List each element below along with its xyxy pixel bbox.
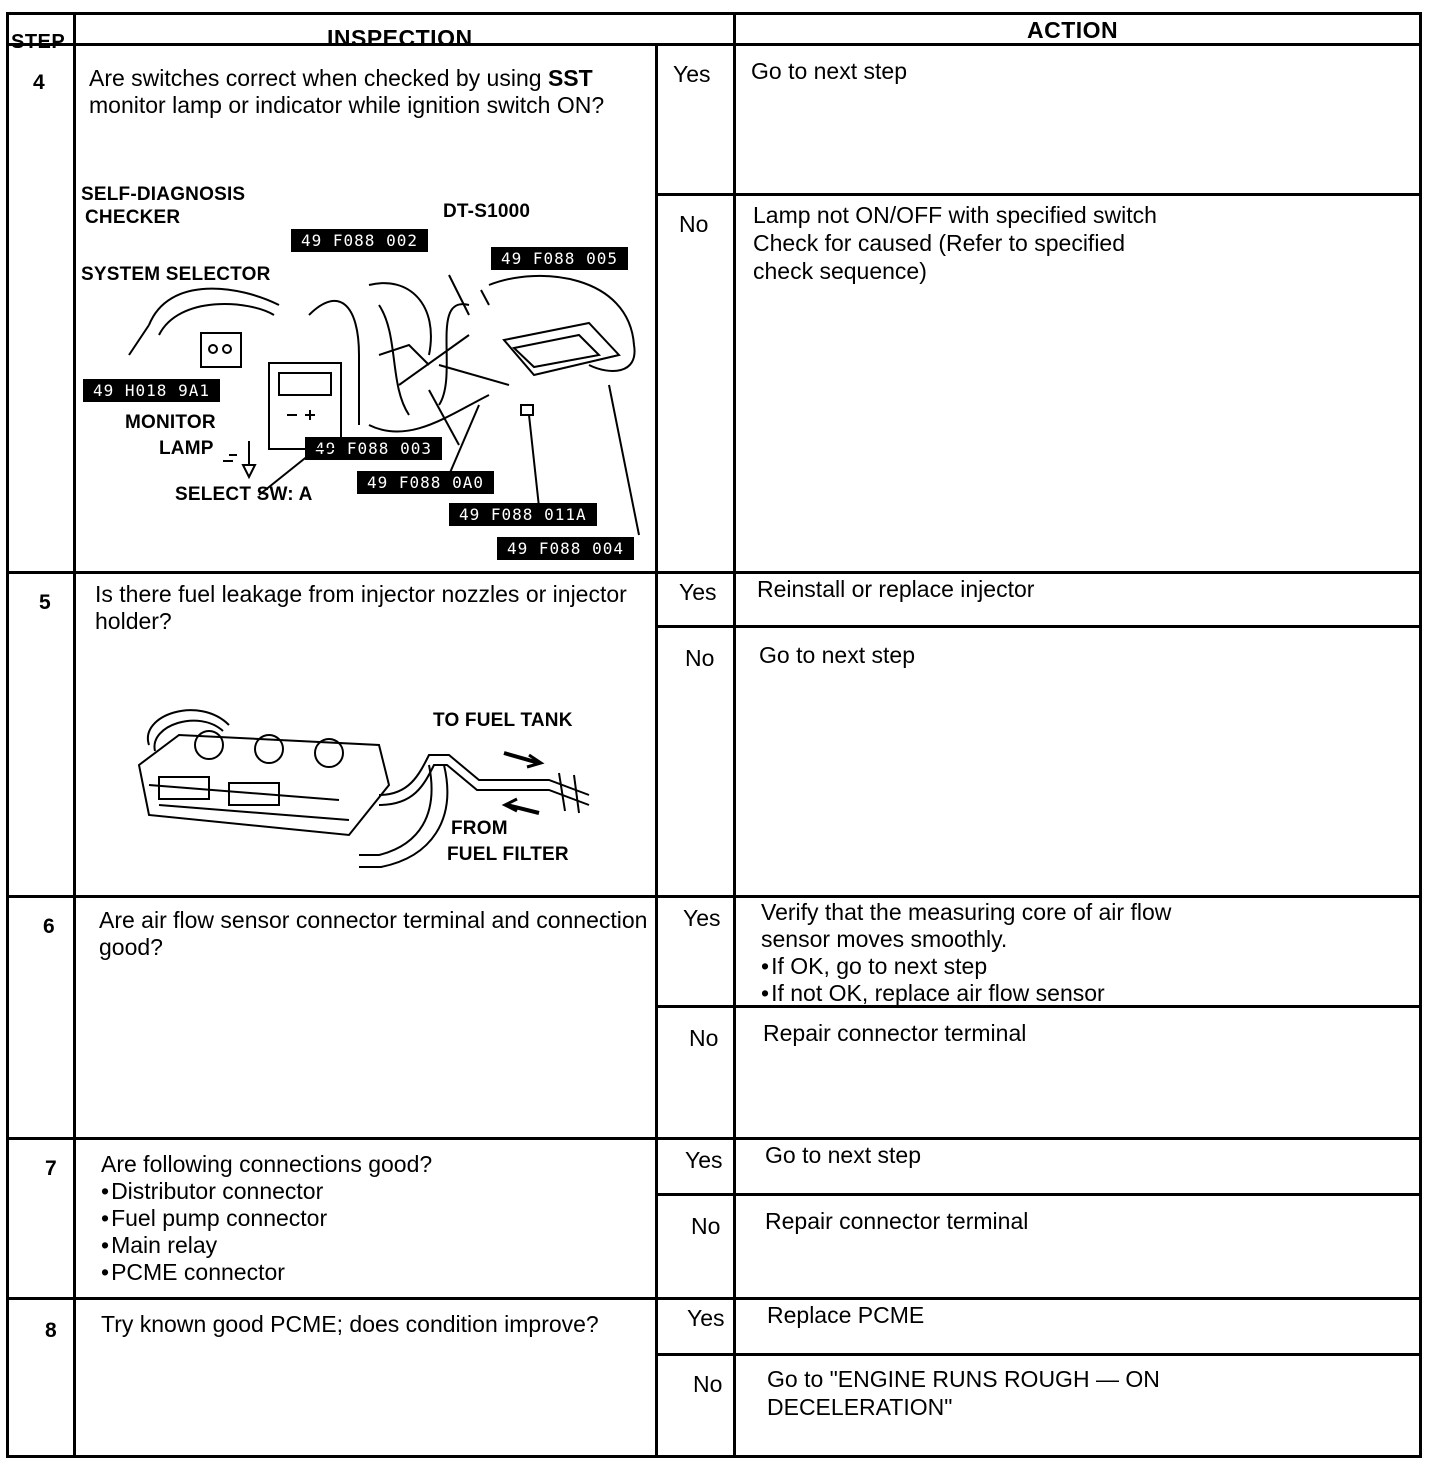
step-question: Are air flow sensor connector terminal and connection good? [99, 907, 648, 960]
yesno-divider-5 [655, 625, 1419, 628]
label-to-fuel-tank: TO FUEL TANK [433, 710, 573, 731]
step-divider-7-8 [9, 1297, 1419, 1300]
no-label: No [691, 1213, 721, 1239]
connection-list: • Distributor connector • Fuel pump connector • Main relay • PCME connector [101, 1178, 651, 1286]
label-from: FROM [451, 818, 508, 839]
step-divider-4-5 [9, 571, 1419, 574]
header-step: STEP [11, 31, 66, 53]
step-question: Are switches correct when checked by using SST monitor lamp or indicator while ignition switch ON? [89, 65, 605, 118]
yes-action: Replace PCME [767, 1302, 925, 1328]
diagnosis-table [6, 12, 1422, 1458]
tag-49f088004: 49 F088 004 [497, 537, 634, 560]
yes-label: Yes [687, 1305, 725, 1331]
label-fuel-filter: FUEL FILTER [447, 844, 569, 865]
label-system-selector: SYSTEM SELECTOR [81, 264, 271, 285]
yes-label: Yes [673, 61, 711, 87]
step-question: Are following connections good? • Distributor connector • Fuel pump connector • Main relay • PCME connector [101, 1151, 651, 1286]
no-label: No [689, 1025, 719, 1051]
step-divider-5-6 [9, 895, 1419, 898]
no-action: Lamp not ON/OFF with specified switch Check for caused (Refer to specified check sequence) [753, 202, 1157, 284]
sst-connection-illustration [109, 245, 649, 545]
label-checker: CHECKER [85, 207, 181, 228]
no-label: No [685, 645, 715, 671]
col-divider-step [73, 15, 76, 1455]
yes-action-bullets: • If OK, go to next step • If not OK, replace air flow sensor [761, 953, 1171, 1007]
label-monitor: MONITOR [125, 412, 216, 433]
header-inspection: INSPECTION [327, 25, 473, 51]
fuel-rail-illustration [119, 685, 619, 875]
tag-49f088011a: 49 F088 011A [449, 503, 597, 526]
yes-label: Yes [685, 1147, 723, 1173]
yes-action: Go to next step [751, 58, 907, 84]
label-lamp: LAMP [159, 438, 214, 459]
tag-49h0189a1: 49 H018 9A1 [83, 379, 220, 402]
step-number: 4 [33, 71, 45, 94]
tag-49f0880a0: 49 F088 0A0 [357, 471, 494, 494]
step-number: 7 [45, 1157, 57, 1180]
yes-action: Go to next step [765, 1142, 921, 1168]
no-action: Go to "ENGINE RUNS ROUGH — ON DECELERATION" [767, 1366, 1160, 1420]
no-action: Repair connector terminal [765, 1208, 1029, 1234]
tag-49f088005: 49 F088 005 [491, 247, 628, 270]
step-question: Try known good PCME; does condition improve? [101, 1311, 599, 1337]
yesno-divider-4 [655, 193, 1419, 196]
no-action: Repair connector terminal [763, 1020, 1027, 1046]
label-select-sw: SELECT SW: A [175, 484, 313, 505]
no-label: No [679, 211, 709, 237]
yesno-divider-8 [655, 1353, 1419, 1356]
header-divider [9, 43, 1419, 46]
yesno-divider-7 [655, 1193, 1419, 1196]
no-label: No [693, 1371, 723, 1397]
yes-label: Yes [679, 579, 717, 605]
yes-action: Verify that the measuring core of air flow sensor moves smoothly. • If OK, go to next step • If not OK, replace air flow sensor [761, 899, 1171, 1007]
col-divider-yesno [655, 43, 658, 1455]
label-self-diagnosis: SELF-DIAGNOSIS [81, 184, 246, 205]
step-divider-6-7 [9, 1137, 1419, 1140]
tag-49f088003: 49 F088 003 [305, 437, 442, 460]
step-number: 6 [43, 915, 55, 938]
tag-49f088002: 49 F088 002 [291, 229, 428, 252]
no-action: Go to next step [759, 642, 915, 668]
step-number: 5 [39, 591, 51, 614]
step-number: 8 [45, 1319, 57, 1342]
yes-label: Yes [683, 905, 721, 931]
label-dt-s1000: DT-S1000 [443, 201, 531, 222]
yes-action: Reinstall or replace injector [757, 576, 1035, 602]
col-divider-action [733, 15, 736, 1455]
step-question: Is there fuel leakage from injector nozzles or injector holder? [95, 581, 627, 634]
header-action: ACTION [1027, 17, 1119, 43]
